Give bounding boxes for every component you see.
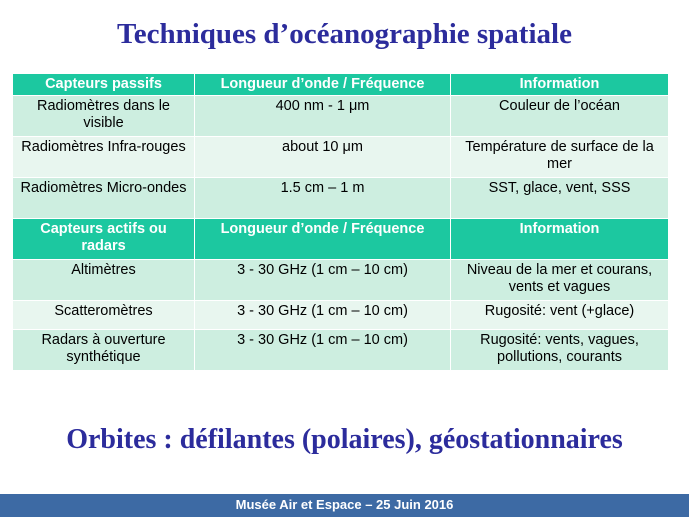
table-cell: Couleur de l’océan (451, 96, 669, 137)
table-cell: Radiomètres dans le visible (13, 96, 195, 137)
table-cell: 3 - 30 GHz (1 cm – 10 cm) (195, 260, 451, 301)
footer-text: Musée Air et Espace – 25 Juin 2016 (235, 497, 454, 512)
table-row (13, 260, 669, 301)
table-cell: Scatteromètres (13, 301, 195, 330)
table-cell: about 10 μm (195, 137, 451, 178)
header-cell: Information (451, 74, 669, 96)
header-cell: Capteurs passifs (13, 74, 195, 96)
header-cell: Capteurs actifs ou radars (13, 219, 195, 260)
header-cell: Information (451, 219, 669, 260)
slide-title: Techniques d’océanographie spatiale (117, 18, 572, 50)
table-row (13, 330, 669, 371)
table-cell: Niveau de la mer et courans, vents et vagues (451, 260, 669, 301)
table-row (13, 137, 669, 178)
table-cell: Radars à ouverture synthétique (13, 330, 195, 371)
header-cell: Longueur d’onde / Fréquence (195, 219, 451, 260)
table-row (13, 301, 669, 330)
table-cell: Radiomètres Micro-ondes (13, 178, 195, 219)
table-cell: Température de surface de la mer (451, 137, 669, 178)
table-row (13, 96, 669, 137)
table-cell: SST, glace, vent, SSS (451, 178, 669, 219)
active-header-row (13, 219, 669, 260)
table-cell: 3 - 30 GHz (1 cm – 10 cm) (195, 301, 451, 330)
table-cell: 400 nm - 1 μm (195, 96, 451, 137)
table-cell: Radiomètres Infra-rouges (13, 137, 195, 178)
techniques-table (12, 73, 669, 371)
table-cell: Rugosité: vents, vagues, pollutions, courants (451, 330, 669, 371)
table-cell: Rugosité: vent (+glace) (451, 301, 669, 330)
table-cell: 3 - 30 GHz (1 cm – 10 cm) (195, 330, 451, 371)
table-cell: 1.5 cm – 1 m (195, 178, 451, 219)
orbits-heading: Orbites : défilantes (polaires), géostationnaires (66, 424, 623, 455)
table-row (13, 178, 669, 219)
header-cell: Longueur d’onde / Fréquence (195, 74, 451, 96)
footer-bar (0, 494, 689, 517)
table-cell: Altimètres (13, 260, 195, 301)
passive-header-row (13, 74, 669, 96)
